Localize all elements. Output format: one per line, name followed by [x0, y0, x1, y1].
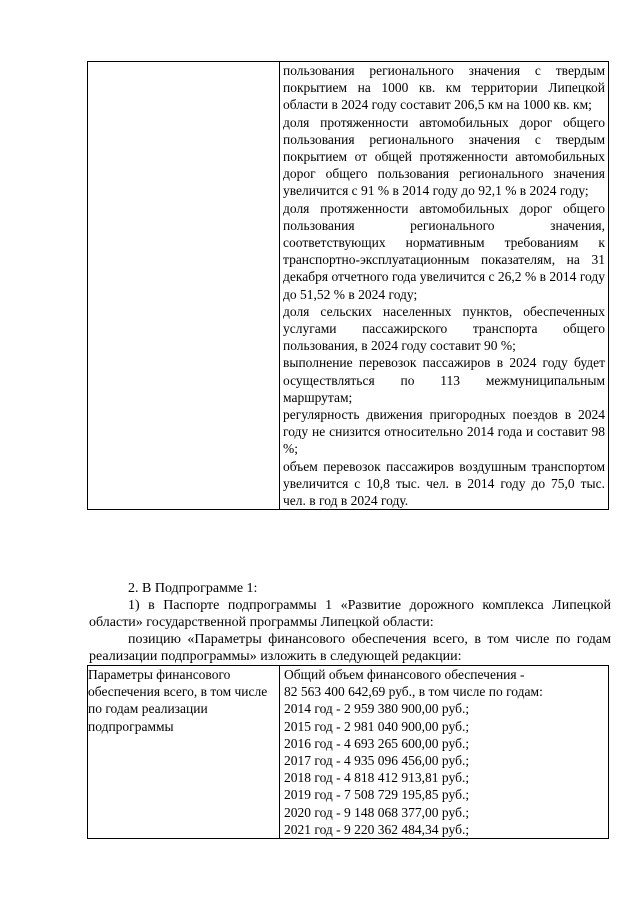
finance-line: 2017 год - 4 935 096 456,00 руб.; — [284, 753, 470, 769]
indicator-paragraph: выполнение перевозок пассажиров в 2024 году будет осуществляться по 113 межмуниципальным маршрутам; — [283, 355, 605, 405]
indicator-paragraph: доля сельских населенных пунктов, обеспеченных услугами пассажирского транспорта общего пользования, в 2024 году составит 90 %; — [283, 303, 605, 354]
table-row — [88, 62, 609, 510]
indicator-paragraph: регулярность движения пригородных поездов в 2024 году не снизится относительно 2014 года и составит 98 %; — [283, 407, 605, 457]
finance-values-cell — [280, 666, 609, 839]
finance-line: 2014 год - 2 959 380 900,00 руб.; — [284, 701, 470, 717]
finance-line: 2019 год - 7 508 729 195,85 руб.; — [284, 787, 470, 803]
finance-line: 2016 год - 4 693 265 600,00 руб.; — [284, 735, 470, 751]
table-row — [88, 666, 609, 839]
item-paragraph: 1) в Паспорте подпрограммы 1 «Развитие дорожного комплекса Липецкой области» государственной программы Липецкой области: — [89, 598, 611, 630]
finance-line: 2021 год - 9 220 362 484,34 руб.; — [284, 821, 470, 837]
finance-line: 2018 год - 4 818 412 913,81 руб.; — [284, 770, 470, 786]
finance-line: 2020 год - 9 148 068 377,00 руб.; — [284, 804, 470, 820]
section-intro: 2. В Подпрограмме 1: — [128, 581, 258, 596]
empty-label-cell — [88, 62, 280, 510]
finance-line: Общий объем финансового обеспечения - — [284, 667, 525, 682]
indicator-paragraph: доля протяженности автомобильных дорог общего пользования регионального значения, соответствующих нормативным требованиям к транспортно-эксплуатационным показателям, на 31 декабря отчетного года увеличится с 26,2 % в 2014 году до 51,52 % в 2024 году; — [283, 200, 605, 302]
finance-line: 82 563 400 642,69 руб., в том числе по годам: — [284, 684, 543, 700]
finance-line: 2015 год - 2 981 040 900,00 руб.; — [284, 718, 470, 734]
finance-label-cell: Параметры финансового обеспечения всего, в том числе по годам реализации подпрограммы — [88, 666, 280, 839]
finance-table — [87, 665, 609, 839]
indicators-cell — [280, 62, 609, 510]
indicator-paragraph: объем перевозок пассажиров воздушным транспортом увеличится с 10,8 тыс. чел. в 2014 году до 75,0 тыс. чел. в год в 2024 году. — [283, 458, 605, 509]
position-paragraph: позицию «Параметры финансового обеспечения всего, в том числе по годам реализации подпрограммы» изложить в следующей редакции: — [89, 632, 611, 664]
indicator-paragraph: пользования регионального значения с твердым покрытием на 1000 кв. км территории Липецкой области в 2024 году составит 206,5 км на 1000 кв. км; — [283, 63, 605, 113]
indicator-paragraph: доля протяженности автомобильных дорог общего пользования регионального значения с твердым покрытием от общей протяженности автомобильных дорог общего пользования регионального значения увеличится с 91 % в 2014 году до 92,1 % в 2024 году; — [283, 114, 605, 199]
program-indicators-table — [87, 61, 609, 510]
